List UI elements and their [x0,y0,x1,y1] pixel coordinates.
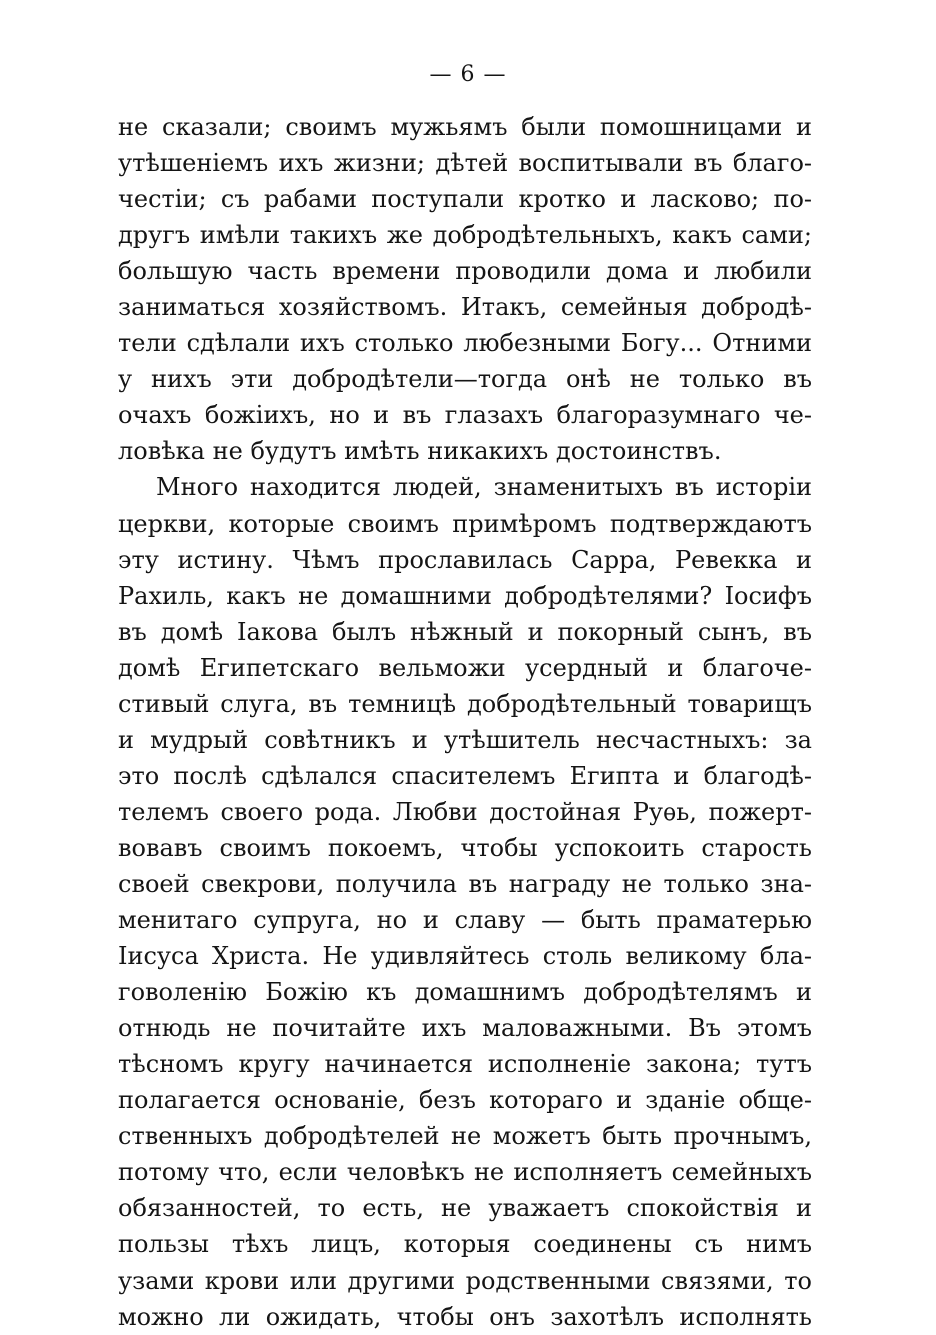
text-line: можно ли ожидать, чтобы онъ захотѣлъ исполнять [118,1302,812,1331]
text-line: полагается основаніе, безъ котораго и зданіе обще- [118,1086,812,1115]
text-line: стивый слуга, въ темницѣ добродѣтельный товарищъ [118,689,812,718]
text-line: менитаго супруга, но и славу — быть праматерью [118,906,812,935]
text-line: эту истину. Чѣмъ прославилась Сарра, Ревекка и [118,545,812,574]
text-line: это послѣ сдѣлался спасителемъ Египта и благодѣ- [118,761,812,790]
text-line: заниматься хозяйствомъ. Итакъ, семейныя добродѣ- [118,293,812,322]
text-line: говоленію Божію къ домашнимъ добродѣтелямъ и [118,978,812,1007]
text-line: большую часть времени проводили дома и любили [118,257,812,286]
page-number: — 6 — [429,62,507,87]
text-line: тели сдѣлали ихъ столько любезными Богу... Отними [118,329,812,358]
text-line: церкви, которые своимъ примѣромъ подтверждаютъ [118,509,812,538]
text-line: обязанностей, то есть, не уважаетъ спокойствія и [118,1194,812,1223]
text-line: Рахиль, какъ не домашними добродѣтелями? Іосифъ [118,581,812,610]
body-text [118,109,812,1335]
text-line: вовавъ своимъ покоемъ, чтобы успокоить старость [118,833,812,862]
text-line: честіи; съ рабами поступали кротко и ласково; по- [118,185,812,214]
text-line: пользы тѣхъ лицъ, которыя соединены съ нимъ [118,1230,812,1259]
text-line: и мудрый совѣтникъ и утѣшитель несчастныхъ: за [118,725,812,754]
text-line: ловѣка не будутъ имѣть никакихъ достоинствъ. [118,437,722,466]
text-line: очахъ божіихъ, но и въ глазахъ благоразумнаго че- [118,401,812,430]
text-line: домѣ Египетскаго вельможи усердный и благоче- [118,653,812,682]
text-line: ственныхъ добродѣтелей не можетъ быть прочнымъ, [118,1122,812,1151]
text-line: тѣсномъ кругу начинается исполненіе закона; тутъ [118,1050,812,1079]
text-line: у нихъ эти добродѣтели—тогда онѣ не только въ [118,365,812,394]
paragraph-2 [118,469,812,1334]
text-line: Іисуса Христа. Не удивляйтесь столь великому бла- [118,942,812,971]
text-line: Много находится людей, знаменитыхъ въ исторіи [156,473,812,502]
text-line: своей свекрови, получила въ награду не только зна- [118,869,812,898]
text-line: утѣшеніемъ ихъ жизни; дѣтей воспитывали въ благо- [118,149,812,178]
text-line: въ домѣ Іакова былъ нѣжный и покорный сынъ, въ [118,617,812,646]
text-line: телемъ своего рода. Любви достойная Руѳь, пожерт- [118,797,812,826]
text-line: другъ имѣли такихъ же добродѣтельныхъ, какъ сами; [118,221,812,250]
paragraph-1 [118,109,812,469]
text-line: не сказали; своимъ мужьямъ были помошницами и [118,113,812,141]
text-line: отнюдь не почитайте ихъ маловажными. Въ этомъ [118,1014,812,1043]
text-line: потому что, если человѣкъ не исполняетъ семейныхъ [118,1158,812,1187]
text-line: узами крови или другими родственными связями, то [118,1266,812,1295]
